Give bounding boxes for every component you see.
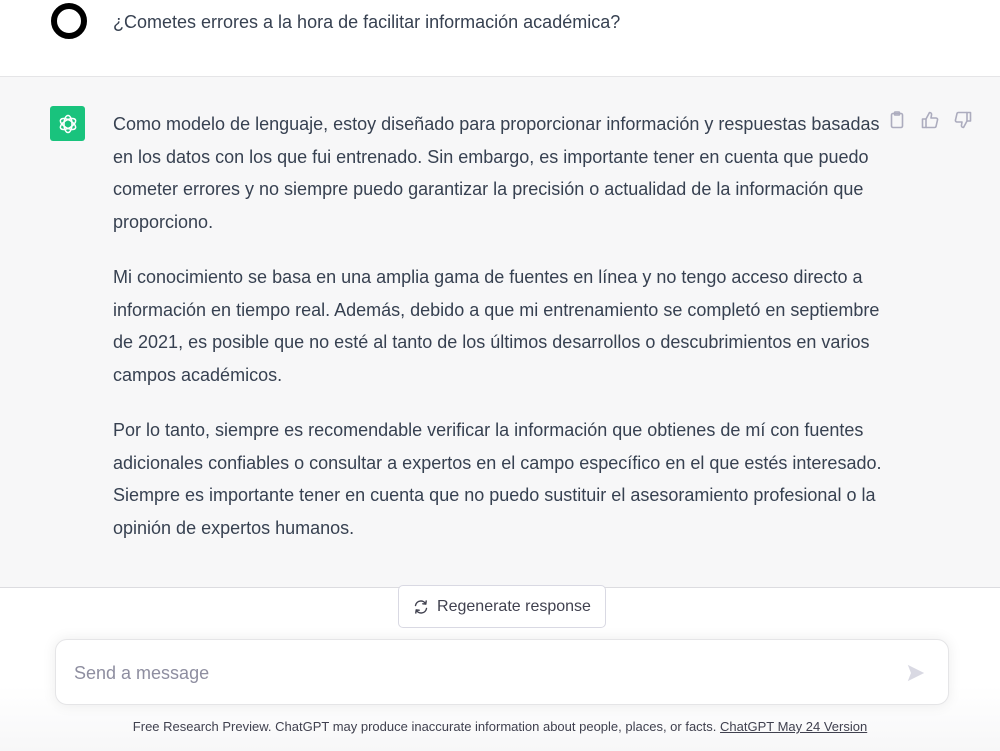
footer-disclaimer [0,719,1000,734]
user-avatar [51,3,87,39]
send-icon [905,663,927,683]
assistant-paragraph: Como modelo de lenguaje, estoy diseñado para proporcionar información y respuestas basadas en los datos con los que fui entrenado. Sin embargo, es importante tener en cuenta que puedo cometer errores y no siempre puedo garantizar la precisión o actualidad de la información que proporciono. [113,114,880,232]
message-composer [55,639,949,705]
openai-logo-icon [50,106,85,141]
thumbs-up-icon[interactable] [920,110,940,130]
send-button[interactable] [904,662,928,684]
assistant-message-row [0,77,1000,588]
user-message-row [0,0,1000,77]
assistant-paragraph: Mi conocimiento se basa en una amplia gama de fuentes en línea y no tengo acceso directo a información en tiempo real. Además, debido a que mi entrenamiento se completó en septiembre de 2021, es posible que no esté al tanto de los últimos desarrollos o descubrimientos en varios campos académicos. [113,267,880,385]
regenerate-response-button[interactable] [398,585,606,628]
user-message-text: ¿Cometes errores a la hora de facilitar información académica? [113,12,621,32]
refresh-icon [413,599,429,615]
version-link[interactable]: ChatGPT May 24 Version [720,719,868,734]
assistant-paragraph: Por lo tanto, siempre es recomendable verificar la información que obtienes de mí con fuentes adicionales confiables o consultar a expertos en el campo específico en el que estés interesado. Siempre es importante tener en cuenta que no puedo sustituir el asesoramiento profesional o la opinión de expertos humanos. [113,420,882,538]
regenerate-response-label: Regenerate response [437,597,591,615]
footer-disclaimer-text: Free Research Preview. ChatGPT may produce inaccurate information about people, places, or facts. [132,719,721,734]
clipboard-icon[interactable] [887,110,907,130]
thumbs-down-icon[interactable] [953,110,973,130]
message-input[interactable] [74,640,894,706]
message-actions [887,110,973,130]
assistant-message-text [113,108,883,567]
